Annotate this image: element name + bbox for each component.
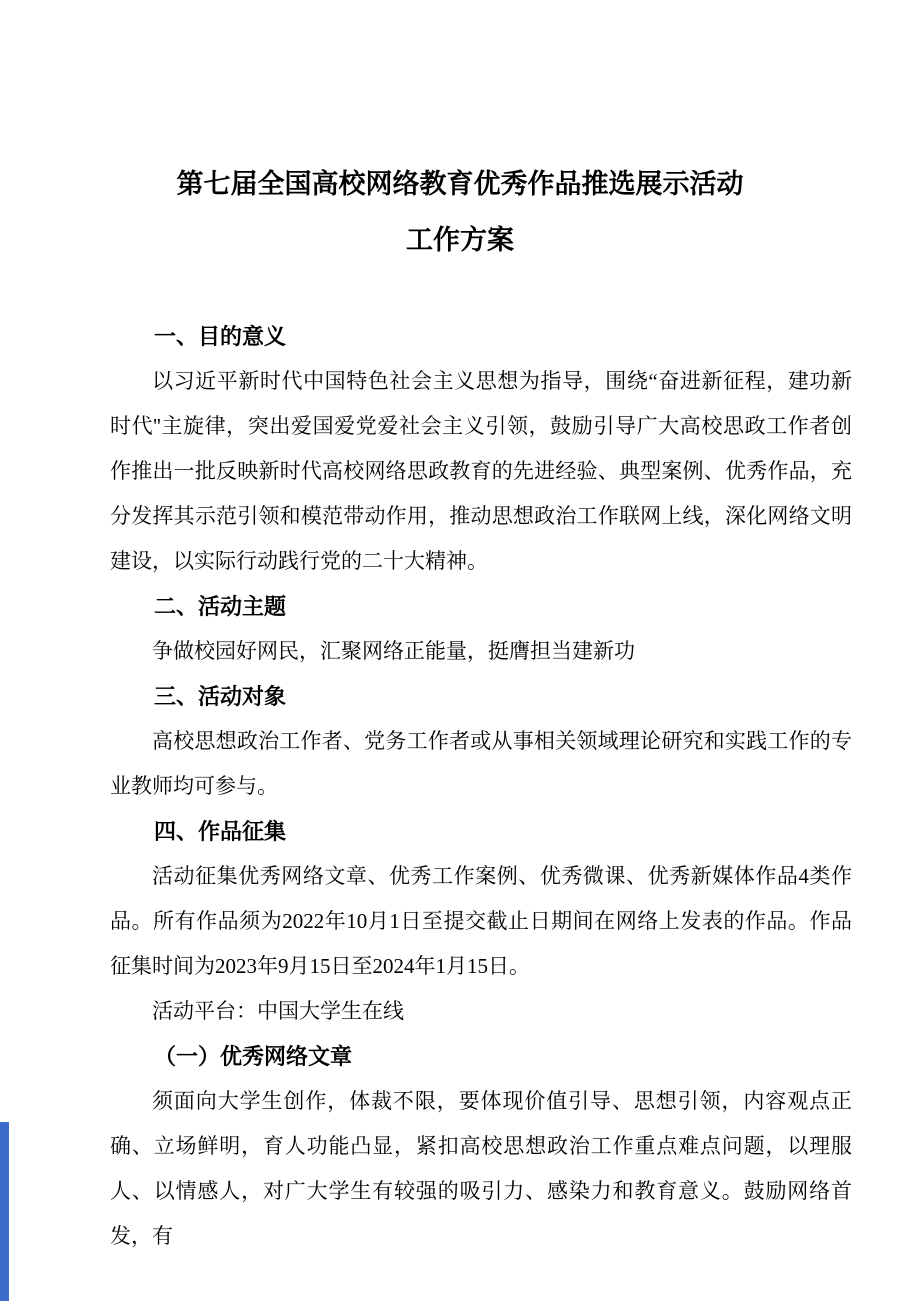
doc-title-line-2: 工作方案 [406,225,514,255]
left-edge-highlight-bar [0,1122,9,1301]
subsection-1-heading: （一）优秀网络文章 [154,1044,353,1069]
section-3-paragraph-1: 高校思想政治工作者、党务工作者或从事相关领域理论研究和实践工作的专业教师均可参与。 [110,729,852,798]
section-4-paragraph-2: 活动平台：中国大学生在线 [152,999,404,1023]
section-1-heading: 一、目的意义 [154,324,287,349]
subsection-1-paragraph-1: 须面向大学生创作，体裁不限，要体现价值引导、思想引领，内容观点正确、立场鲜明，育人功能凸显，紧扣高校思想政治工作重点难点问题，以理服人、以情感人，对广大学生有较强的吸引力、感染力和教育意义。鼓励网络首发，有 [110,1089,852,1248]
doc-title-block [0,0,920,268]
section-3-heading: 三、活动对象 [154,684,287,709]
section-4-heading: 四、作品征集 [154,819,287,844]
section-1-paragraph-1: 以习近平新时代中国特色社会主义思想为指导，围绕“奋进新征程，建功新时代''主旋律，突出爱国爱党爱社会主义引领，鼓励引导广大高校思政工作者创作推出一批反映新时代高校网络思政教育的先进经验、典型案例、优秀作品，充分发挥其示范引领和模范带动作用，推动思想政治工作联网上线，深化网络文明建设，以实际行动践行党的二十大精神。 [110,369,852,573]
doc-title-line-1: 第七届全国高校网络教育优秀作品推选展示活动 [176,169,744,199]
doc-content [110,314,852,1259]
section-2-heading: 二、活动主题 [154,594,287,619]
section-2-paragraph-1: 争做校园好网民，汇聚网络正能量，挺膺担当建新功 [152,639,635,663]
section-4-paragraph-1: 活动征集优秀网络文章、优秀工作案例、优秀微课、优秀新媒体作品4类作品。所有作品须为2022年10月1日至提交截止日期间在网络上发表的作品。作品征集时间为2023年9月15日至2024年1月15日。 [110,864,852,978]
